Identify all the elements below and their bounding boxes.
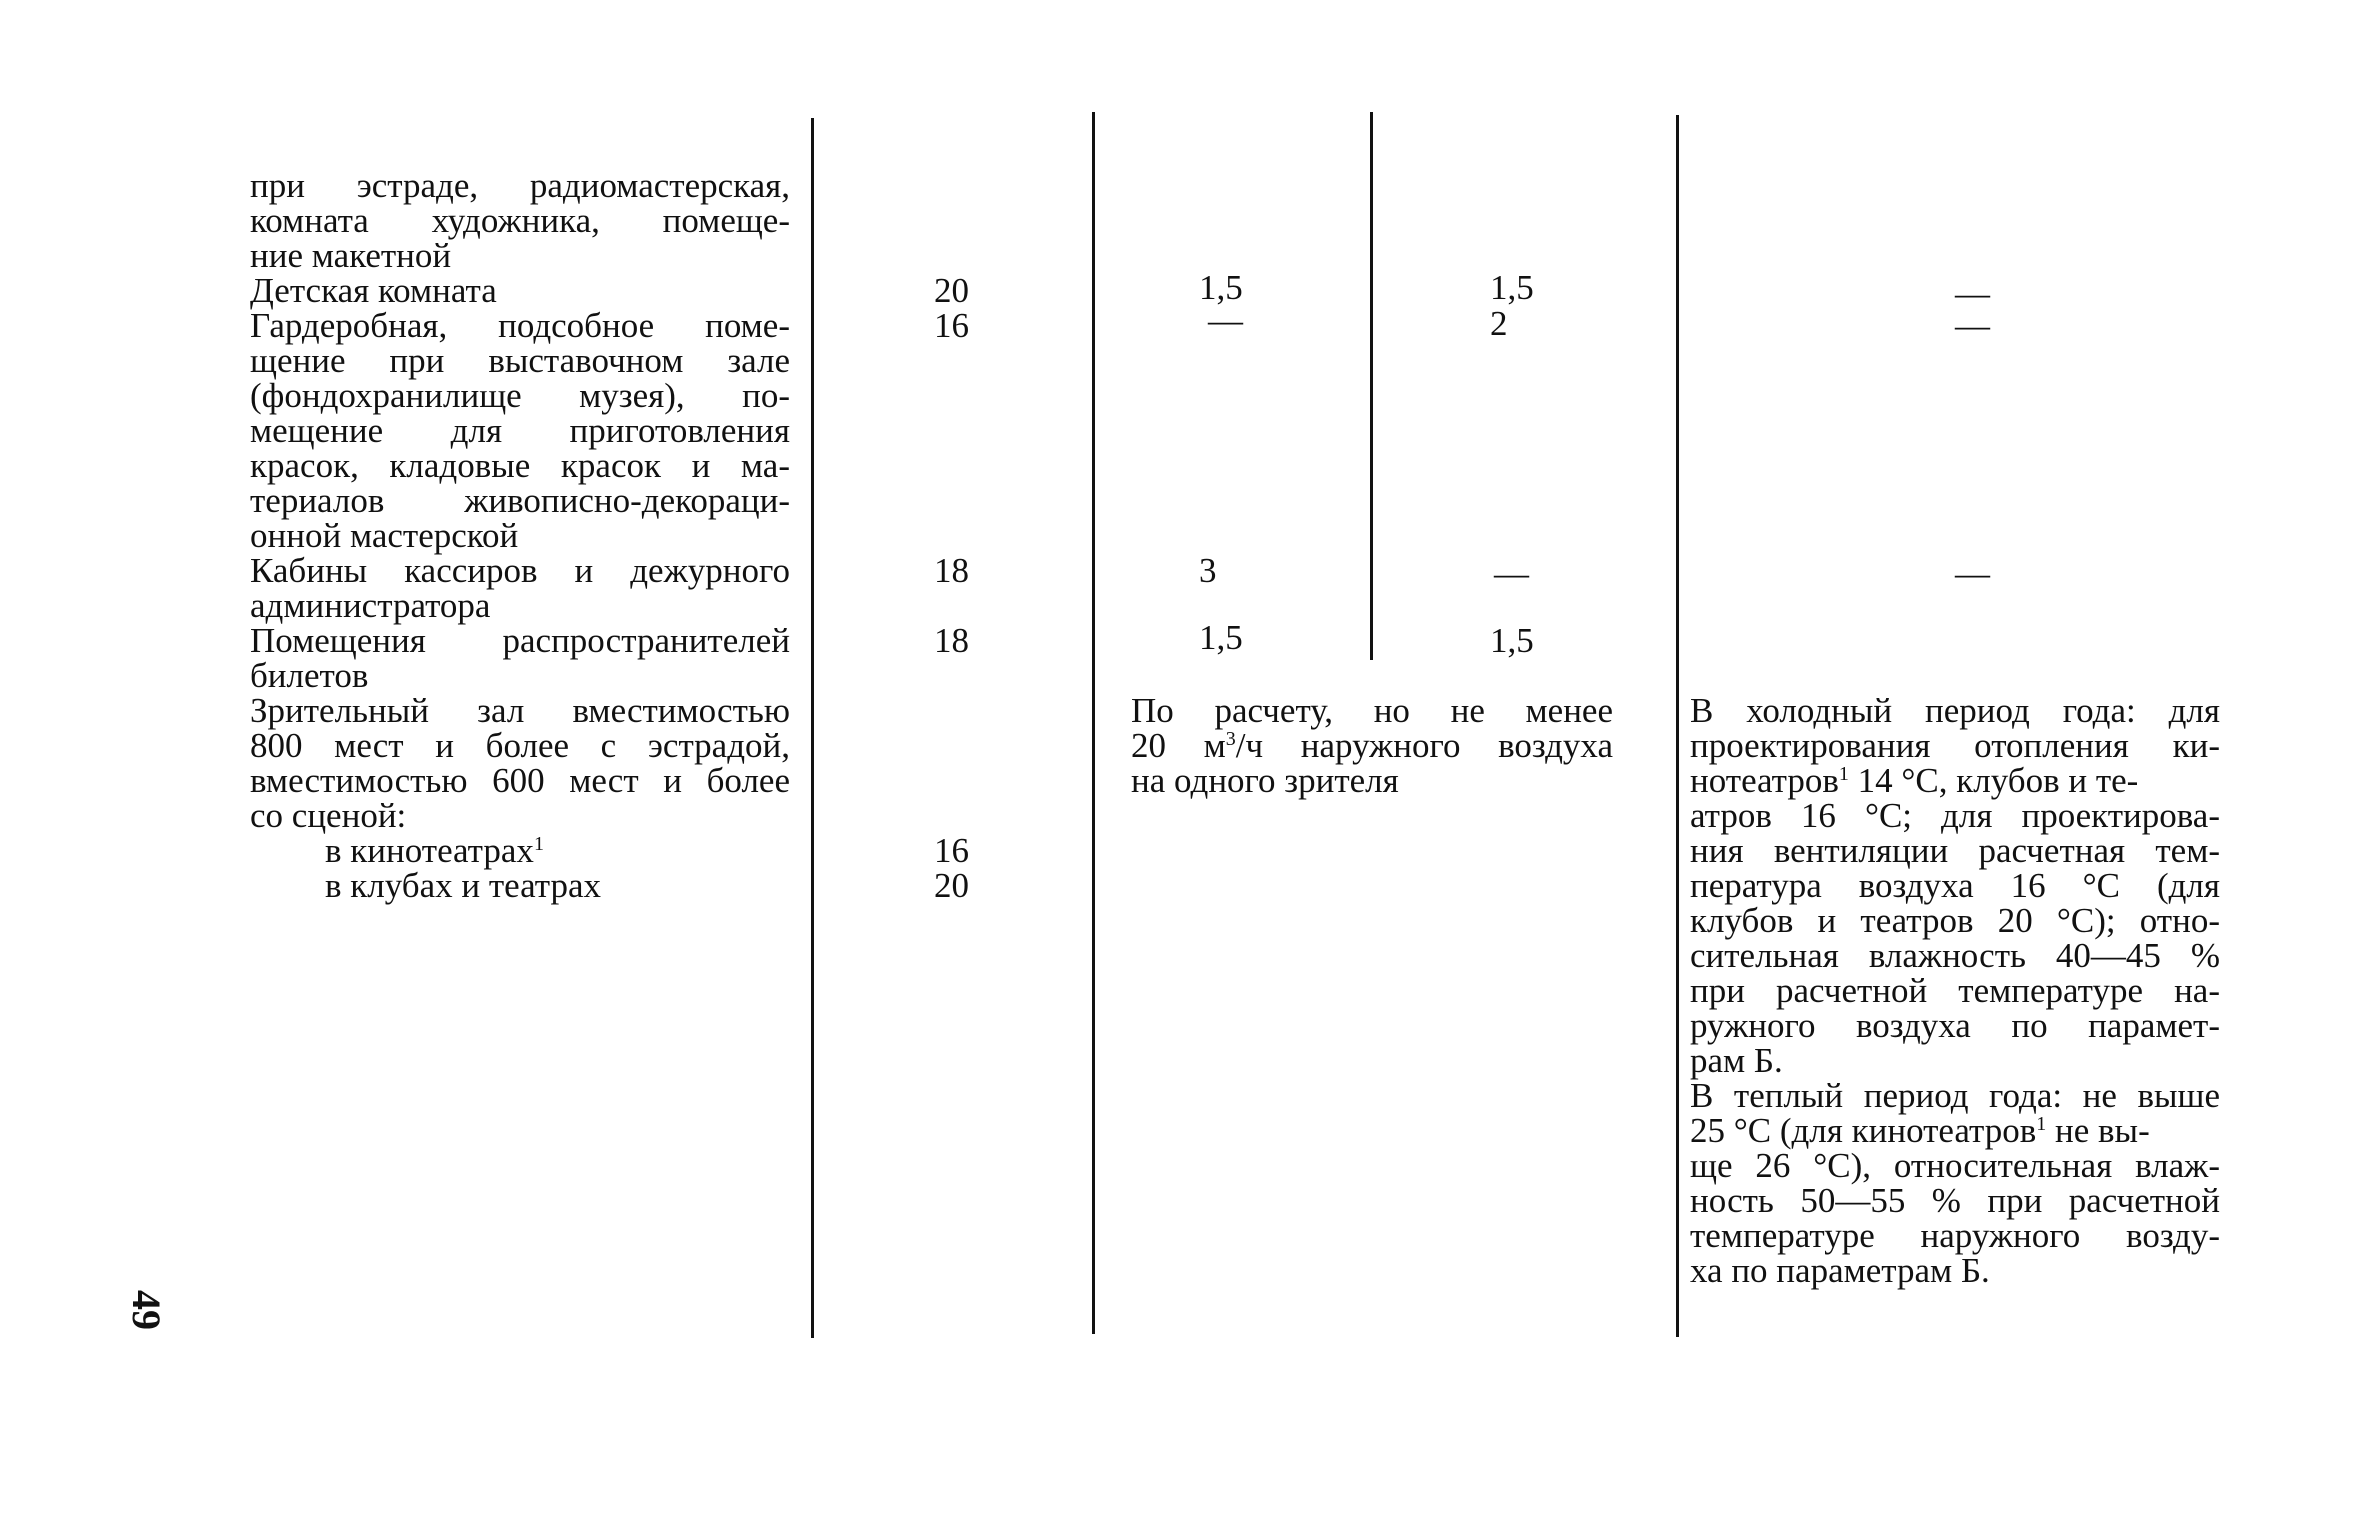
row-2-line-1: Детская комната [250, 271, 497, 310]
col4-cashier: — [1494, 554, 1529, 593]
col3-children-room: 1,5 [1199, 268, 1243, 307]
remark-line-1: В холодный период года: для [1690, 691, 2220, 730]
column-divider-2 [1092, 112, 1095, 1334]
remark-line-10: ружного воздуха по парамет- [1690, 1006, 2220, 1045]
remark-line-9: при расчетной температуре на- [1690, 971, 2220, 1010]
row-6-line-3: вместимостью 600 мест и более [250, 761, 790, 800]
air-note-line-2: 20 $м^3/ч$ наружного воздуха [1131, 726, 1613, 765]
col5-children-room: — [1955, 274, 1990, 313]
col4-ticket-distributors: 1,5 [1490, 621, 1534, 660]
row-6-line-4: со сценой: [250, 796, 407, 835]
temp-cashier: 18 [934, 551, 969, 590]
row-3-line-2: щение при выставочном зале [250, 341, 790, 380]
temp-children-room: 20 [934, 271, 969, 310]
row-5-line-1: Помещения распространителей [250, 621, 790, 660]
row-8-sub-label: в клубах и театрах [325, 866, 602, 905]
col3-cloakroom: — [1208, 301, 1243, 340]
column-divider-4 [1676, 115, 1679, 1337]
remark-line-7: клубов и театров 20 °С); отно- [1690, 901, 2220, 940]
remark-line-6: пература воздуха 16 °С (для [1690, 866, 2220, 905]
remark-line-17: ха по параметрам Б. [1690, 1251, 1990, 1290]
temp-cloakroom: 16 [934, 306, 969, 345]
col3-cashier: 3 [1199, 551, 1217, 590]
col3-ticket-distributors: 1,5 [1199, 618, 1243, 657]
air-note-line-1: По расчету, но не менее [1131, 691, 1613, 730]
row-4-line-2: администратора [250, 586, 491, 625]
row-4-line-1: Кабины кассиров и дежурного [250, 551, 790, 590]
remark-line-15: ность 50—55 % при расчетной [1690, 1181, 2220, 1220]
remark-line-14: ще 26 °С), относительная влаж- [1690, 1146, 2220, 1185]
column-divider-1 [811, 118, 814, 1338]
temp-clubs-theatres: 20 [934, 866, 969, 905]
temp-cinema: 16 [934, 831, 969, 870]
page-number: 49 [124, 1290, 169, 1330]
row-3-line-1: Гардеробная, подсобное поме- [250, 306, 790, 345]
row-5-line-2: билетов [250, 656, 369, 695]
row-3-line-5: красок, кладовые красок и ма- [250, 446, 790, 485]
row-6-line-1: Зрительный зал вместимостью [250, 691, 790, 730]
remark-line-5: ния вентиляции расчетная тем- [1690, 831, 2220, 870]
temp-ticket-distributors: 18 [934, 621, 969, 660]
row-3-line-7: онной мастерской [250, 516, 519, 555]
remark-line-12: В теплый период года: не выше [1690, 1076, 2220, 1115]
air-note-line-3: на одного зрителя [1131, 761, 1399, 800]
remark-line-16: температуре наружного возду- [1690, 1216, 2220, 1255]
remark-line-8: сительная влажность 40—45 % [1690, 936, 2220, 975]
col5-cashier: — [1955, 554, 1990, 593]
row-3-line-4: мещение для приготовления [250, 411, 790, 450]
remark-line-13: 25 °С (для кинотеатров$^1$ не вы- [1690, 1111, 2150, 1150]
row-7-sub-label: в кинотеатрах$^1$ [325, 831, 544, 870]
remark-line-3: нотеатров$^1$ 14 °С, клубов и те- [1690, 761, 2139, 800]
row-3-line-6: териалов живописно-декораци- [250, 481, 790, 520]
remark-line-11: рам Б. [1690, 1041, 1783, 1080]
row-1-line-2: комната художника, помеще- [250, 201, 790, 240]
row-1-line-3: ние макетной [250, 236, 452, 275]
remark-line-4: атров 16 °С; для проектирова- [1690, 796, 2220, 835]
remark-line-2: проектирования отопления ки- [1690, 726, 2220, 765]
col4-cloakroom: 2 [1490, 304, 1508, 343]
col4-children-room: 1,5 [1490, 268, 1534, 307]
row-3-line-3: (фондохранилище музея), по- [250, 376, 790, 415]
column-divider-3 [1370, 112, 1373, 660]
row-6-line-2: 800 мест и более с эстрадой, [250, 726, 790, 765]
row-1-line-1: при эстраде, радиомастерская, [250, 166, 790, 205]
col5-cloakroom: — [1955, 306, 1990, 345]
